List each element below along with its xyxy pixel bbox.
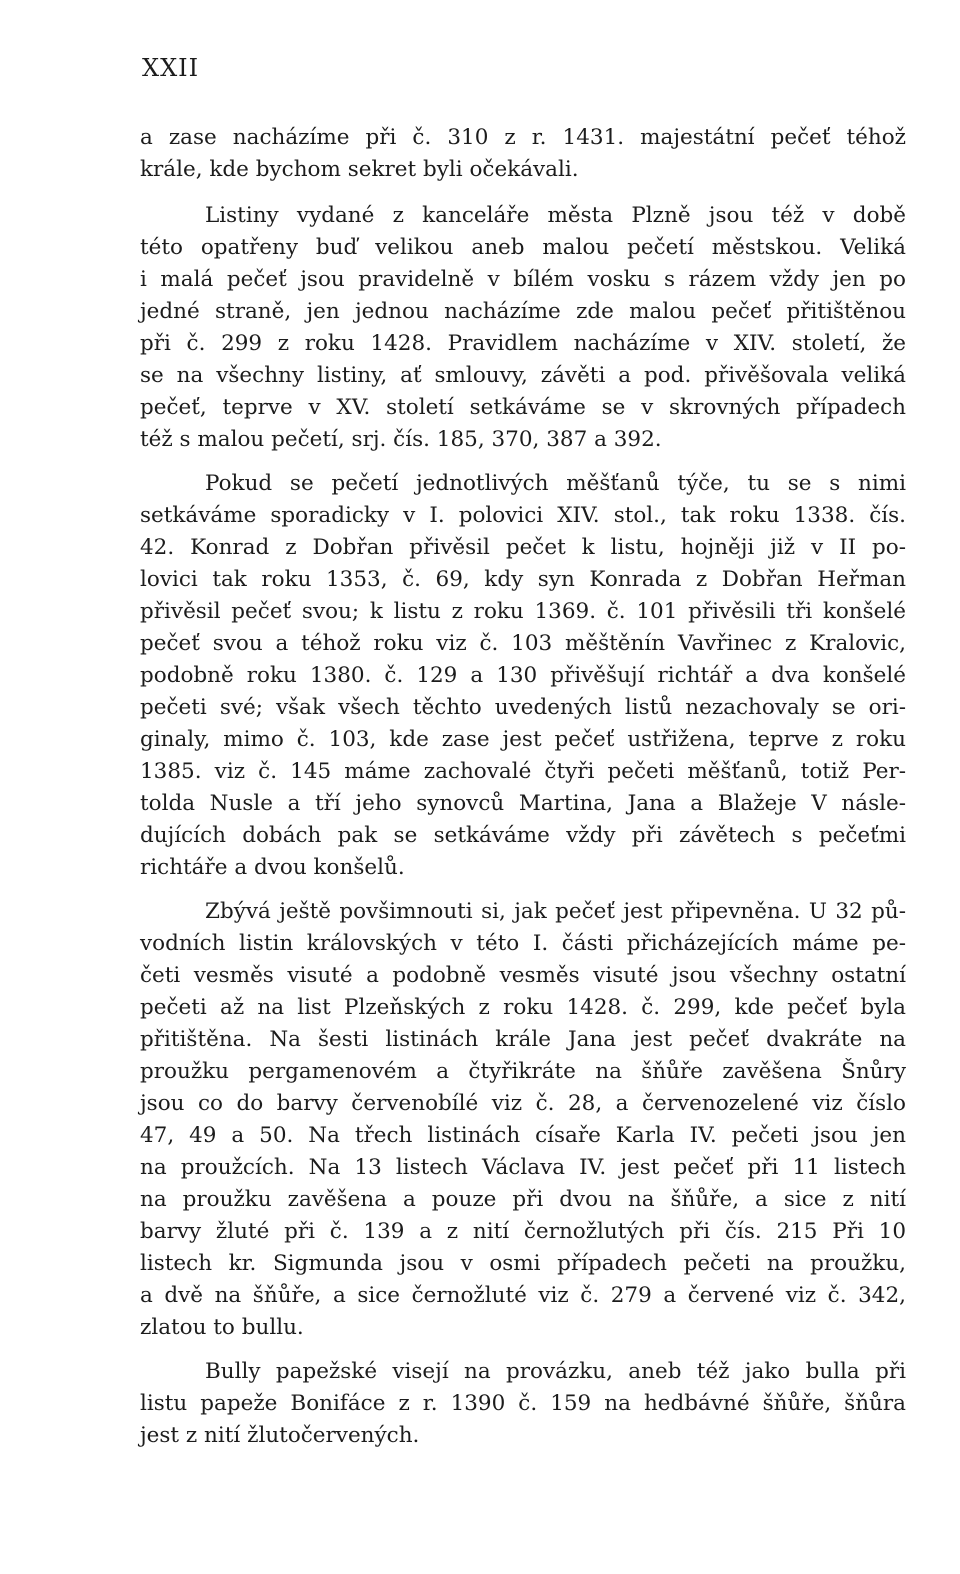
text-line: podobně roku 1380. č. 129 a 130 přivěšují richtář a dva konšelé [140, 663, 906, 688]
text-line: jest z nití žlutočervených. [140, 1423, 420, 1448]
text-line: proužku pergamenovém a čtyřikráte na šňůře zavěšena Šnůry [140, 1059, 906, 1084]
text-line: pečeť, teprve v XV. století setkáváme se v skrovných případech [140, 395, 906, 420]
text-line: richtáře a dvou konšelů. [140, 855, 405, 880]
text-line: pečeti až na list Plzeňských z roku 1428. č. 299, kde pečeť byla [140, 995, 906, 1020]
text-line: jedné straně, jen jednou nacházíme zde malou pečeť přitištěnou [140, 299, 906, 324]
text-line: ginaly, mimo č. 103, kde zase jest pečeť ustřižena, teprve z roku [140, 727, 906, 752]
text-line: Pokud se pečetí jednotlivých měšťanů týče, tu se s nimi [205, 471, 906, 496]
text-line: dujících dobách pak se setkáváme vždy při závětech s pečeťmi [140, 823, 906, 848]
text-line: Zbývá ještě povšimnouti si, jak pečeť jest připevněna. U 32 pů- [205, 899, 906, 924]
text-line: 47, 49 a 50. Na třech listinách císaře Karla IV. pečeti jsou jen [140, 1123, 906, 1148]
text-line: se na všechny listiny, ať smlouvy, závěti a pod. přivěšovala veliká [140, 363, 906, 388]
text-line: přivěsil pečeť svou; k listu z roku 1369. č. 101 přivěsili tři konšelé [140, 599, 906, 624]
text-line: četi vesměs visuté a podobně vesměs visuté jsou všechny ostatní [140, 963, 906, 988]
text-line: při č. 299 z roku 1428. Pravidlem nacházíme v XIV. století, že [140, 331, 906, 356]
text-line: vodních listin královských v této I. části přicházejících máme pe- [140, 931, 906, 956]
text-line: Bully papežské visejí na provázku, aneb též jako bulla při [205, 1359, 906, 1384]
text-line: a zase nacházíme při č. 310 z r. 1431. majestátní pečeť téhož [140, 125, 906, 150]
text-line: 1385. viz č. 145 máme zachovalé čtyři pečeti měšťanů, totiž Per- [140, 759, 906, 784]
text-line: přitištěna. Na šesti listinách krále Jana jest pečeť dvakráte na [140, 1027, 906, 1052]
text-line: setkáváme sporadicky v I. polovici XIV. stol., tak roku 1338. čís. [140, 503, 906, 528]
text-line: též s malou pečetí, srj. čís. 185, 370, 387 a 392. [140, 427, 662, 452]
text-line: barvy žluté při č. 139 a z nití černožlutých při čís. 215 Při 10 [140, 1219, 906, 1244]
text-line: listu papeže Bonifáce z r. 1390 č. 159 na hedbávné šňůře, šňůra [140, 1391, 906, 1416]
text-line: krále, kde bychom sekret byli očekávali. [140, 157, 579, 182]
page-number: XXII [142, 54, 200, 82]
text-line: Listiny vydané z kanceláře města Plzně jsou též v době [205, 203, 906, 228]
text-line: pečeti své; však všech těchto uvedených listů nezachovaly se ori- [140, 695, 906, 720]
text-line: tolda Nusle a tří jeho synovců Martina, Jana a Blažeje V násle- [140, 791, 906, 816]
text-line: pečeť svou a téhož roku viz č. 103 měštěnín Vavřinec z Kralovic, [140, 631, 906, 656]
text-line: 42. Konrad z Dobřan přivěsil pečet k listu, hojněji již v II po- [140, 535, 906, 560]
text-line: zlatou to bullu. [140, 1315, 304, 1340]
text-line: jsou co do barvy červenobílé viz č. 28, a červenozelené viz číslo [140, 1091, 906, 1116]
text-line: na proužku zavěšena a pouze při dvou na šňůře, a sice z nití [140, 1187, 906, 1212]
text-line: na proužcích. Na 13 listech Václava IV. jest pečeť při 11 listech [140, 1155, 906, 1180]
text-line: i malá pečeť jsou pravidelně v bílém vosku s rázem vždy jen po [140, 267, 906, 292]
text-line: lovici tak roku 1353, č. 69, kdy syn Konrada z Dobřan Heřman [140, 567, 906, 592]
text-line: této opatřeny buď velikou aneb malou pečetí městskou. Veliká [140, 235, 906, 260]
text-line: a dvě na šňůře, a sice černožluté viz č. 279 a červené viz č. 342, [140, 1283, 906, 1308]
text-line: listech kr. Sigmunda jsou v osmi případech pečeti na proužku, [140, 1251, 906, 1276]
